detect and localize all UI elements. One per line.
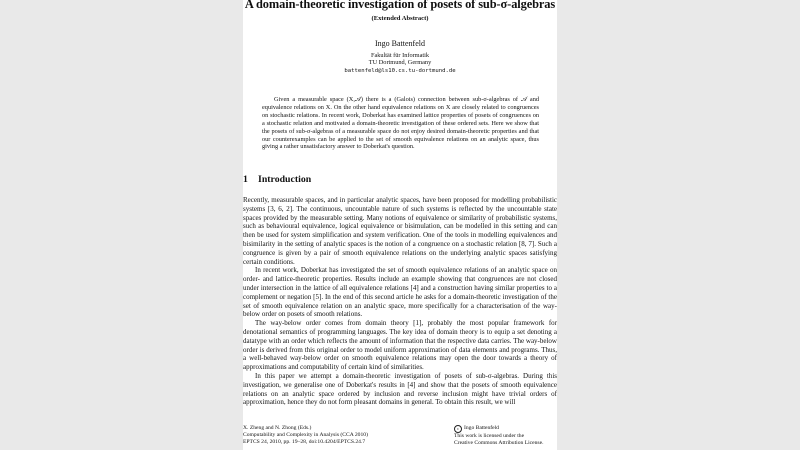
paper-subtitle: (Extended Abstract) [371,15,429,22]
footer-doi: EPTCS 24, 2010, pp. 19–28, doi:10.4204/EPTCS.24.7 [243,438,366,445]
affiliation-university: TU Dortmund, Germany [368,59,432,66]
paper-title: A domain-theoretic investigation of posets of sub-σ-algebras [244,0,556,11]
footer-license-line: This work is licensed under the [454,433,525,439]
author-name: Ingo Battenfeld [375,39,425,48]
footer-editors: X. Zheng and N. Zhong (Eds.) [243,425,312,431]
footer-license-name: Creative Commons Attribution License. [454,439,544,446]
author-email: battenfeld@ls10.cs.tu-dortmund.de [344,68,456,74]
paragraph: In recent work, Doberkat has investigated the set of smooth equivalence relations of an analytic space on order- and lattice-theoretic properties. Results include an example showing that congruences are not closed under intersection in the lattice of all equivalence relations [4] and a construction having similar properties to a complement or negation [5]. In the end of this second article he asks for a domain-theoretic investigation of the set of smooth equivalence relation on an analytic space, more specifically for a characterisation of the way-below order on posets of smooth relations. [243,266,557,319]
footer-venue: Computability and Complexity in Analysis (CCA 2010) [243,431,368,438]
section-title: Introduction [258,174,312,185]
footer-license [454,425,557,447]
paragraph: Recently, measurable spaces, and in particular analytic spaces, have been proposed for modelling probabilistic systems [3, 6, 2]. The continuous, uncountable nature of such systems is reflected by the uncountable state spaces provided by the measurable setting. Many notions of equivalence or similarity of probabilistic systems, such as behavioural equivalence, logical equivalence or bisimulation, can be modelled in this setting and can then be used for system simplification and system verification. One of the tools in modelling equivalences and bisimilarity in the setting of analytic spaces is the notion of a congruence on a stochastic relation [8, 7]. Such a congruence is given by a pair of smooth equivalence relations on the underlying analytic spaces satisfying certain conditions. [243,196,557,266]
affiliation-faculty: Fakultät für Informatik [370,52,430,59]
footer-copyright-holder: Ingo Battenfeld [464,425,499,431]
paper-page [243,0,557,450]
copyright-icon: c [454,425,462,433]
body-text [243,196,557,407]
paragraph: In this paper we attempt a domain-theoretic investigation of posets of sub-σ-algebras. During this investigation, we generalise one of Doberkat's results in [4] and show that the posets of smooth equivalence relations on an analytic space ordered by inclusion and reverse inclusion might have trivial orders of approximation, hence they do not form pleasant domains in general. To obtain this result, we will [243,371,557,407]
abstract: Given a measurable space (X,𝒜) there is a (Galois) connection between sub-σ-algebras of 𝒜 and equivalence relations on X. On the other hand equivalence relations on X are closely related to congruences on stochastic relations. In recent work, Doberkat has examined lattice properties of posets of congruences on a stochastic relation and motivated a domain-theoretic investigation of these ordered sets. Here we show that the posets of sub-σ-algebras of a measurable space do not enjoy desired domain-theoretic properties and that our counterexamples can be applied to the set of smooth equivalence relations on an analytic space, thus giving a rather unsatisfactory answer to Doberkat's question. [262,96,539,151]
footer-citation [243,425,443,446]
section-heading [243,174,557,185]
paragraph: The way-below order comes from domain theory [1], probably the most popular framework for denotational semantics of programming languages. The key idea of domain theory is to equip a set denoting a datatype with an order which reflects the amount of information that the respective data carries. The way-below order is derived from this original order to model uniform approximation of data elements and programs. Thus, a well-behaved way-below order on smooth equivalence relations may open the door towards a theory of approximations and computability of certain kind of similarities. [243,319,557,372]
section-number: 1 [243,174,248,185]
